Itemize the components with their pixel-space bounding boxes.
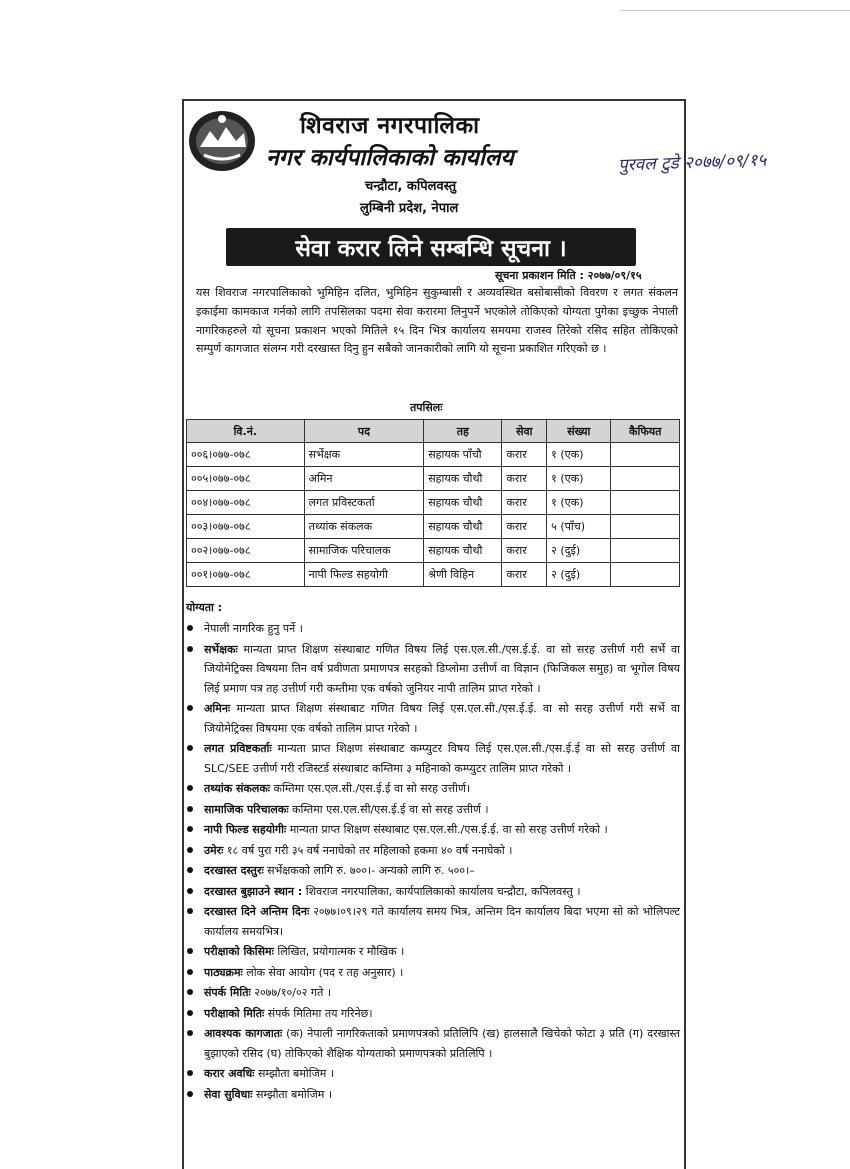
publication-date: सूचना प्रकाशन मिति : २०७७/०९/१५ xyxy=(495,269,642,282)
table-title: तपसिलः xyxy=(410,401,443,414)
bullet-icon xyxy=(187,867,193,873)
item-text: १८ वर्ष पुरा गरी ३५ वर्ष ननाघेको तर महिलाको हकमा ४० वर्ष ननाघेको । xyxy=(223,843,513,857)
cell-post: अमिन xyxy=(304,467,424,491)
header-post: पद xyxy=(304,420,424,443)
table-row xyxy=(187,563,680,587)
header-serial: वि.नं. xyxy=(187,420,305,443)
item-label: सर्भेक्षकः xyxy=(204,642,238,656)
bullet-icon xyxy=(187,1091,193,1097)
list-item xyxy=(186,902,680,941)
item-label: परीक्षाको किसिमः xyxy=(204,945,274,958)
cell-count: १ (एक) xyxy=(547,443,611,467)
item-label: सेवा सुविधाः xyxy=(204,1087,253,1101)
item-label: लगत प्रविष्टकर्ताः xyxy=(204,742,272,755)
item-text: २०७७।०९।२९ गते कार्यालय समय भित्र, अन्तिम दिन कार्यालय बिदा भएमा सो को भोलिपल्ट कार्यालय समयभित्र। xyxy=(204,905,680,938)
item-text: २०७७/१०/०२ गते । xyxy=(250,986,332,999)
cell-count: १ (एक) xyxy=(547,491,611,515)
item-text: लिखित, प्रयोगात्मक र मौखिक । xyxy=(273,945,405,958)
address-line1: चन्द्रौटा, कपिलवस्तु xyxy=(365,179,457,194)
nepal-emblem-icon xyxy=(186,107,258,173)
cell-level: सहायक चौथौ xyxy=(424,491,502,515)
bullet-icon xyxy=(187,989,193,995)
item-label: दरखास्त दिने अन्तिम दिनः xyxy=(204,905,310,918)
table-row xyxy=(187,539,680,563)
cell-post: सामाजिक परिचालक xyxy=(304,539,424,563)
item-label: तथ्यांक संकलकः xyxy=(204,782,271,795)
item-text: (क) नेपाली नागरिकताको प्रमाणपत्रको प्रतिलिपि (ख) हालसालै खिचेको फोटा ३ प्रति (ग) दरखास्त बुझाएको रसिद (घ) तोकिएको शैक्षिक योग्यताको प्रमाणपत्रको प्रतिलिपि । xyxy=(204,1027,680,1060)
item-text: मान्यता प्राप्त शिक्षण संस्थाबाट गणित विषय लिई एस.एल.सी./एस.ई.ई. वा सो सरह उत्तीर्ण गरी सर्भे वा जियोमेट्रिक्स विषयमा एक वर्षको तालिम प्राप्त गरेको । xyxy=(204,702,680,735)
cell-level: सहायक चौथौ xyxy=(424,467,502,491)
bullet-icon xyxy=(187,888,193,894)
item-text: मान्यता प्राप्त शिक्षण संस्थाबाट एस.एल.सी./एस.ई.ई. वा सो सरह उत्तीर्ण गरेको । xyxy=(286,823,608,836)
cell-serial: ००३।०७७-०७८ xyxy=(187,515,305,539)
list-item xyxy=(186,1024,680,1063)
item-text: संपर्क मितिमा तय गरिनेछ। xyxy=(264,1006,373,1020)
cell-service: करार xyxy=(502,515,547,539)
cell-service: करार xyxy=(502,563,547,587)
cell-serial: ००६।०७७-०७८ xyxy=(187,443,305,467)
cell-post: लगत प्रविस्टकर्ता xyxy=(304,491,424,515)
item-label: परीक्षाको मितिः xyxy=(204,1006,265,1020)
list-item xyxy=(186,882,680,902)
cell-post: नापी फिल्ड सहयोगी xyxy=(304,563,424,587)
cell-remarks xyxy=(611,539,680,563)
cell-level: सहायक चौथौ xyxy=(424,539,502,563)
list-item xyxy=(186,1064,680,1084)
cell-service: करार xyxy=(502,443,547,467)
cell-remarks xyxy=(611,467,680,491)
item-label: सामाजिक परिचालकः xyxy=(204,802,289,816)
list-item xyxy=(186,1004,680,1024)
item-text: सम्झौता बमोजिम । xyxy=(252,1087,332,1101)
item-text: मान्यता प्राप्त शिक्षण संस्थाबाट कम्प्युटर विषय लिई एस.एल.सी./एस.ई.ई वा सो सरह उत्तीर्ण वा SLC/SEE उत्तीर्ण गरी रजिस्टर्ड संस्थाबाट कम्तिमा ३ महिनाको कम्प्युटर तालिम प्राप्त गरेको । xyxy=(204,742,680,775)
item-label: उमेरः xyxy=(204,843,224,857)
item-text: सम्झौता बमोजिम । xyxy=(254,1067,335,1080)
table-header-row xyxy=(187,420,680,443)
table-row xyxy=(187,443,680,467)
header-remarks: कैफियत xyxy=(611,420,680,443)
list-item xyxy=(186,861,680,881)
bullet-icon xyxy=(187,908,193,914)
cell-level: सहायक पाँचौ xyxy=(424,443,502,467)
cell-post: तथ्यांक संकलक xyxy=(304,515,424,539)
cell-post: सर्भेक्षक xyxy=(304,443,424,467)
item-text: शिवराज नगरपालिका, कार्यपालिकाको कार्यालय चन्द्रौटा, कपिलवस्तु । xyxy=(302,884,581,898)
cell-count: २ (दुई) xyxy=(547,563,611,587)
bullet-icon xyxy=(187,969,193,975)
cell-remarks xyxy=(611,563,680,587)
bullet-icon xyxy=(187,705,193,711)
table-row xyxy=(187,467,680,491)
item-text: कम्तिमा एस.एल.सी/एस.ई.ई वा सो सरह उत्तीर्ण । xyxy=(288,802,489,816)
header-level: तह xyxy=(424,420,502,443)
qualifications-list xyxy=(186,619,680,1105)
list-item xyxy=(186,963,680,983)
cell-level: सहायक चौथौ xyxy=(424,515,502,539)
scan-edge-line xyxy=(620,10,850,11)
cell-remarks xyxy=(611,491,680,515)
bullet-icon xyxy=(187,1030,193,1036)
list-item xyxy=(186,983,680,1003)
posts-table xyxy=(186,419,680,587)
bullet-icon xyxy=(187,847,193,853)
list-item xyxy=(186,820,680,840)
list-item xyxy=(186,739,680,778)
office-name: नगर कार्यपालिकाको कार्यालय xyxy=(266,145,514,171)
bullet-icon xyxy=(187,1010,193,1016)
cell-serial: ००२।०७७-०७८ xyxy=(187,539,305,563)
bullet-icon xyxy=(187,948,193,954)
item-label: पाठ्यक्रमः xyxy=(204,965,243,979)
item-label: संपर्क मितिः xyxy=(204,986,251,999)
item-label: दरखास्त दस्तुरः xyxy=(204,864,264,877)
cell-remarks xyxy=(611,515,680,539)
notice-title: सेवा करार लिने सम्बन्धि सूचना । xyxy=(226,228,636,266)
qualifications-title: योग्यता : xyxy=(186,601,223,614)
bullet-icon xyxy=(187,646,193,652)
header-count: संख्या xyxy=(547,420,611,443)
cell-serial: ००४।०७७-०७८ xyxy=(187,491,305,515)
list-item xyxy=(186,779,680,799)
handwritten-note: पुरवल टुडे २०७७/०९/१५ xyxy=(617,150,767,176)
table-row xyxy=(187,491,680,515)
list-item xyxy=(186,1085,680,1105)
bullet-icon xyxy=(187,1070,193,1076)
cell-service: करार xyxy=(502,467,547,491)
bullet-icon xyxy=(187,625,193,631)
cell-serial: ००१।०७७-०७८ xyxy=(187,563,305,587)
address-line2: लुम्बिनी प्रदेश, नेपाल xyxy=(360,201,459,216)
cell-level: श्रेणी विहिन xyxy=(424,563,502,587)
cell-serial: ००५।०७७-०७८ xyxy=(187,467,305,491)
item-text: लोक सेवा आयोग (पद र तह अनुसार) । xyxy=(242,965,404,979)
item-text: नेपाली नागरिक हुनु पर्ने । xyxy=(204,622,303,635)
cell-service: करार xyxy=(502,491,547,515)
org-name: शिवराज नगरपालिका xyxy=(300,113,480,139)
bullet-icon xyxy=(187,806,193,812)
list-item xyxy=(186,800,680,820)
list-item xyxy=(186,699,680,738)
cell-service: करार xyxy=(502,539,547,563)
cell-count: २ (दुई) xyxy=(547,539,611,563)
list-item xyxy=(186,942,680,962)
list-item xyxy=(186,841,680,861)
list-item xyxy=(186,619,680,639)
cell-count: ५ (पाँच) xyxy=(547,515,611,539)
cell-remarks xyxy=(611,443,680,467)
item-text: सर्भेक्षकको लागि रु. ७००।- अन्यको लागि रु. ५००।– xyxy=(263,864,475,877)
bullet-icon xyxy=(187,785,193,791)
item-label: नापी फिल्ड सहयोगीः xyxy=(204,823,287,836)
bullet-icon xyxy=(187,745,193,751)
intro-paragraph: यस शिवराज नगरपालिकाको भुमिहिन दलित, भुमिहिन सुकुम्बासी र अव्यवस्थित बसोबासीको विवरण र लगत संकलन इकाईमा कामकाज गर्नको लागि तपसिलका पदमा सेवा करारमा लिनुपर्ने भएकोले तोकिएको योग्यता पुगेका इच्छुक नेपाली नागरिकहरुले यो सूचना प्रकाशन भएको मितिले १५ दिन भित्र कार्यालय समयमा राजस्व तिरेको रसिद सहित तोकिएको सम्पुर्ण कागजात संलग्न गरी दरखास्त दिनु हुन सबैको जानकारीको लागि यो सूचना प्रकाशित गरिएको छ । xyxy=(196,286,678,356)
cell-count: १ (एक) xyxy=(547,467,611,491)
item-label: करार अवधिः xyxy=(204,1067,255,1080)
item-label: आवश्यक कागजातः xyxy=(204,1027,283,1040)
list-item xyxy=(186,640,680,699)
item-label: दरखास्त बुझाउने स्थान : xyxy=(204,884,303,898)
table-row xyxy=(187,515,680,539)
item-text: मान्यता प्राप्त शिक्षण संस्थाबाट गणित विषय लिई एस.एल.सी./एस.ई.ई. वा सो सरह उत्तीर्ण गरी सर्भे वा जियोमेट्रिक्स विषयमा तिन वर्ष प्रवीणता प्रमाणपत्र सरहको डिप्लोमा उत्तीर्ण वा विज्ञान (फिजिकल समुह) वा भूगोल विषय लिई प्रमाण पत्र तह उत्तीर्ण गरी कम्तीमा एक वर्षको जुनियर नापी तालिम प्राप्त गरेको । xyxy=(204,642,680,695)
item-text: कम्तिमा एस.एल.सी./एस.ई.ई वा सो सरह उत्तीर्ण। xyxy=(270,782,471,795)
header-service: सेवा xyxy=(502,420,547,443)
bullet-icon xyxy=(187,826,193,832)
item-label: अमिनः xyxy=(204,702,231,715)
